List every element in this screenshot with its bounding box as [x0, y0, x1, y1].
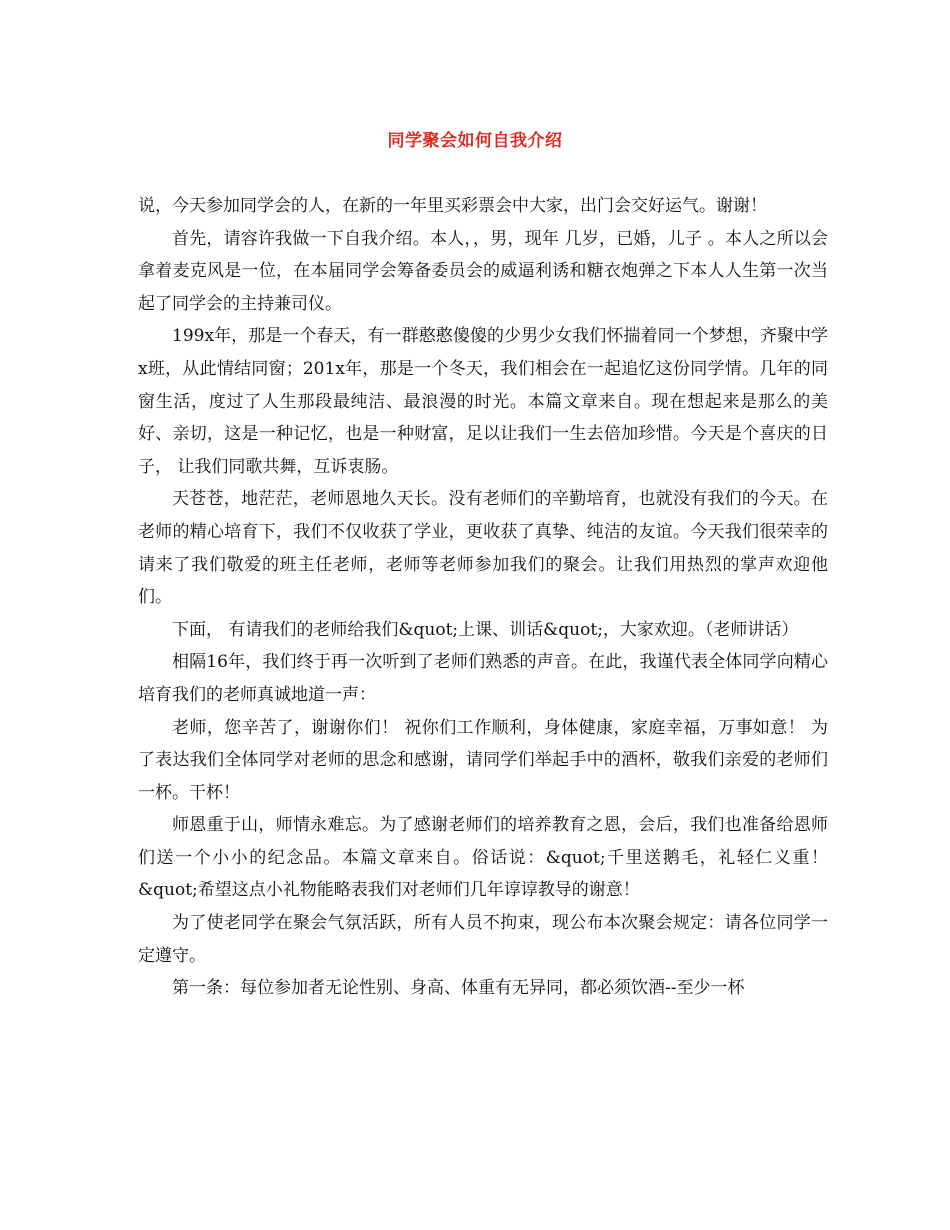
- paragraph-8: 师恩重于山，师情永难忘。为了感谢老师们的培养教育之恩，会后，我们也准备给恩师们送一个小小的纪念品。本篇文章来自。俗话说：&quot;千里送鹅毛，礼轻仁义重！&quot;希望这点小礼物能略表我们对老师们几年谆谆教导的谢意！: [138, 815, 828, 901]
- paragraph-9: 为了使老同学在聚会气氛活跃，所有人员不拘束，现公布本次聚会规定：请各位同学一定遵守。: [138, 913, 828, 966]
- paragraph-7: 老师，您辛苦了，谢谢你们！ 祝你们工作顺利，身体健康，家庭幸福，万事如意！ 为了表达我们全体同学对老师的思念和感谢，请同学们举起手中的酒杯，敬我们亲爱的老师们一杯。干杯！: [138, 717, 828, 803]
- paragraph-10: 第一条：每位参加者无论性别、身高、体重有无异同，都必须饮酒--至少一杯: [172, 978, 745, 999]
- paragraph-6: 相隔16年，我们终于再一次听到了老师们熟悉的声音。在此，我谨代表全体同学向精心培育我们的老师真诚地道一声：: [138, 652, 828, 705]
- paragraph-3: 199x年，那是一个春天，有一群憨憨傻傻的少男少女我们怀揣着同一个梦想，齐聚中学x班，从此情结同窗；201x年，那是一个冬天，我们相会在一起追忆这份同学情。几年的同窗生活，度过了人生那段最纯洁、最浪漫的时光。本篇文章来自。现在想起来是那么的美好、亲切，这是一种记忆，也是一种财富，足以让我们一生去倍加珍惜。今天是个喜庆的日子， 让我们同歌共舞，互诉衷肠。: [138, 326, 828, 477]
- paragraph-4: 天苍苍，地茫茫，老师恩地久天长。没有老师们的辛勤培育，也就没有我们的今天。在老师的精心培育下，我们不仅收获了学业，更收获了真挚、纯洁的友谊。今天我们很荣幸的请来了我们敬爱的班主任老师，老师等老师参加我们的聚会。让我们用热烈的掌声欢迎他们。: [138, 489, 828, 608]
- paragraph-1: 说，今天参加同学会的人，在新的一年里买彩票会中大家，出门会交好运气。谢谢！: [138, 196, 767, 216]
- paragraph-5: 下面， 有请我们的老师给我们&quot;上课、训话&quot;，大家欢迎。（老师讲话）: [172, 619, 799, 640]
- document-body: [138, 190, 828, 1005]
- document-title: 同学聚会如何自我介绍: [387, 131, 563, 151]
- paragraph-2: 首先，请容许我做一下自我介绍。本人，，男，现年 几岁，已婚，儿子 。本人之所以会拿着麦克风是一位，在本届同学会筹备委员会的威逼利诱和糖衣炮弹之下本人人生第一次当起了同学会的主持兼司仪。: [138, 228, 828, 314]
